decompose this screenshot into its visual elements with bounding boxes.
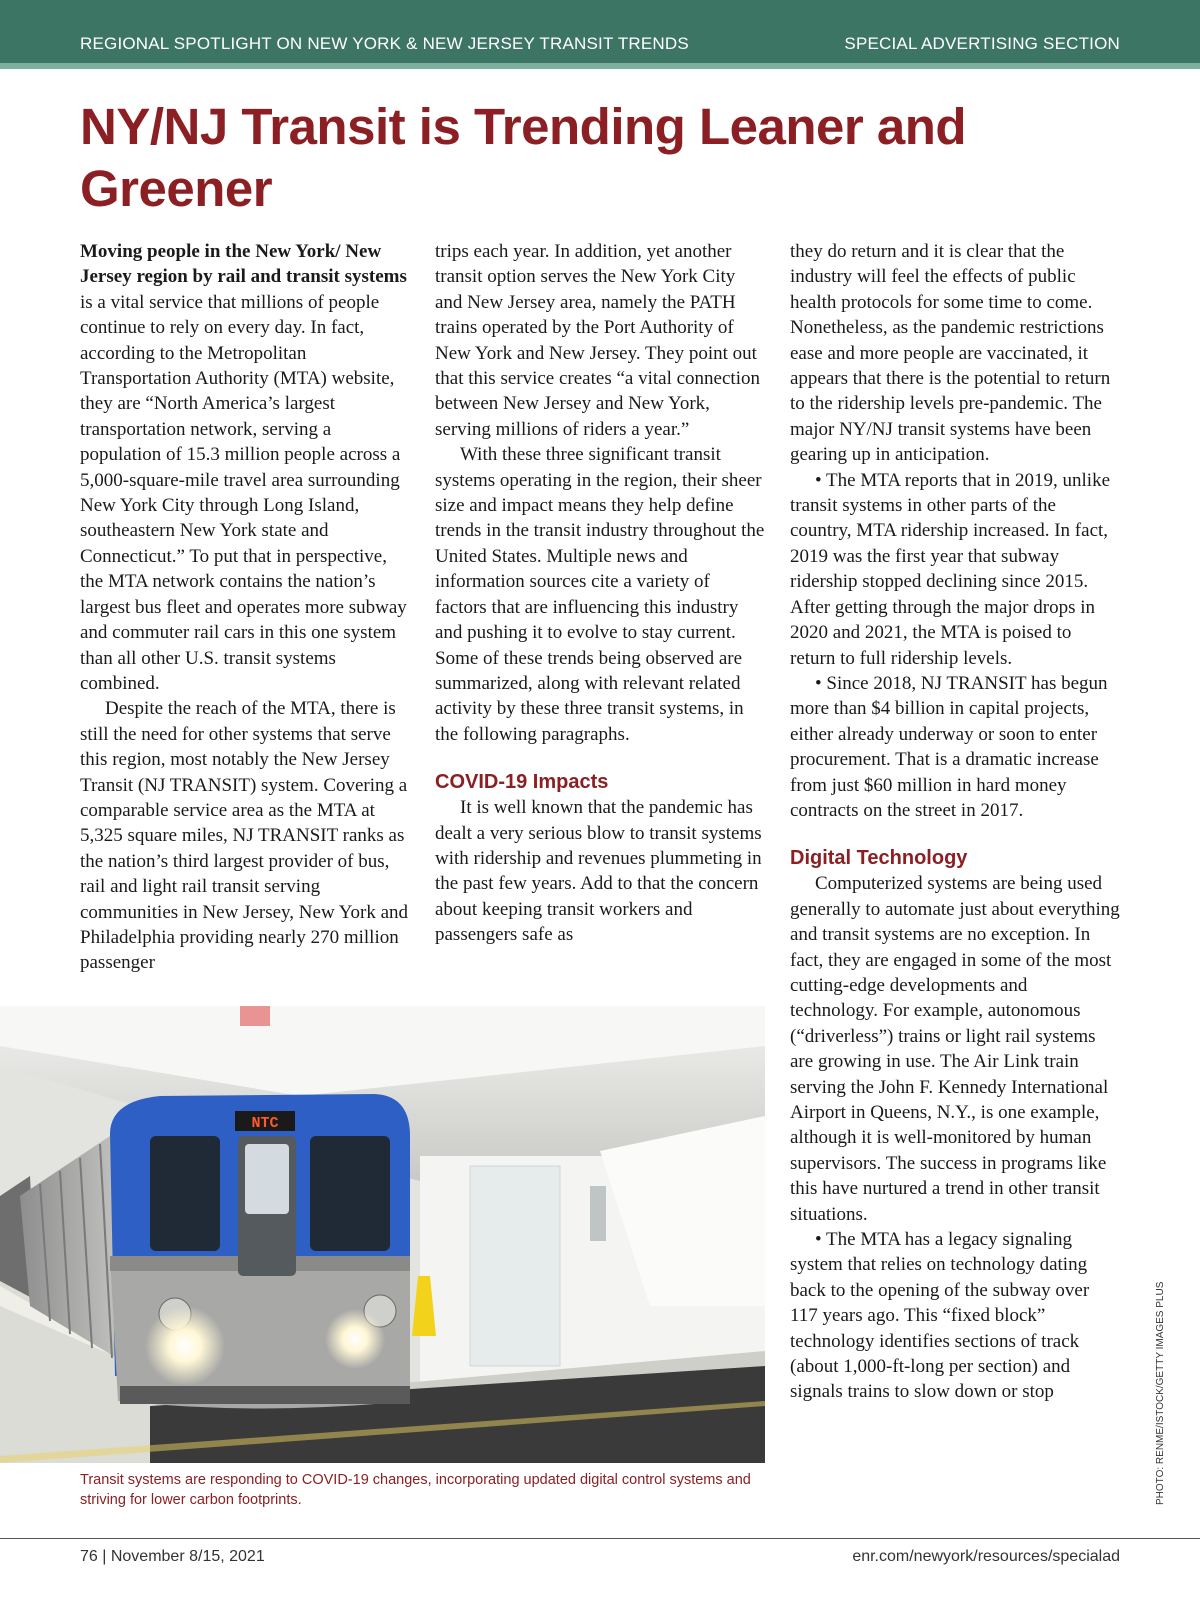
bullet-paragraph: • The MTA reports that in 2019, unlike transit systems in other parts of the country, MTA ridership increased. In fact, 2019 was the first year that subway ridership stopped declining since 2015. After getting through the major drops in 2020 and 2021, the MTA is poised to return to full ridership levels.	[790, 469, 1111, 669]
subhead-digital: Digital Technology	[790, 847, 968, 870]
header-stripe	[0, 63, 1200, 69]
paragraph: With these three significant transit systems operating in the region, their sheer size and impact means they help define trends in the transit industry throughout the United States. Multiple news and information sources cite a variety of factors that are influencing this industry and pushing it to evolve to stay current. Some of these trends being observed are summarized, along with relevant related activity by these three transit systems, in the following paragraphs.	[435, 444, 765, 745]
paragraph: It is well known that the pandemic has dealt a very serious blow to transit systems with ridership and revenues plummeting in the past few years. Add to that the concern about keeping transit workers and passengers safe as	[435, 797, 762, 946]
destination-sign: NTC	[251, 1115, 279, 1132]
subway-train-photo	[0, 1006, 765, 1463]
bullet-paragraph: • Since 2018, NJ TRANSIT has begun more than $4 billion in capital projects, either already underway or soon to enter procurement. That is a dramatic increase from just $60 million in hard money contracts on the street in 2017.	[790, 672, 1108, 821]
column-3	[790, 239, 1120, 1405]
lead-in: Moving people in the New York/ New Jersey region by rail and transit systems	[80, 241, 407, 288]
paragraph: trips each year. In addition, yet another transit option serves the New York City and New Jersey area, namely the PATH trains operated by the Port Authority of New York and New Jersey. They point out that this service creates “a vital connection between New Jersey and New York, serving millions of riders a year.”	[435, 241, 760, 440]
subhead-covid: COVID-19 Impacts	[435, 771, 609, 794]
page-folio: 76 | November 8/15, 2021	[80, 1548, 265, 1565]
advertising-label: SPECIAL ADVERTISING SECTION	[844, 34, 1120, 53]
column-1	[80, 239, 410, 976]
bullet-paragraph: • The MTA has a legacy signaling system that relies on technology dating back to the opening of the subway over 117 years ago. This “fixed block” technology identifies sections of track (about 1,000-ft-long per section) and signals trains to slow down or stop	[790, 1229, 1090, 1403]
paragraph: they do return and it is clear that the industry will feel the effects of public health protocols for some time to come. Nonetheless, as the pandemic restrictions ease and more people are vaccinated, it appears that there is the potential to return to the ridership levels pre-pandemic. The major NY/NJ transit systems have been gearing up in anticipation.	[790, 241, 1111, 466]
header-bar	[0, 0, 1200, 63]
photo-credit: PHOTO: RENME/ISTOCK/GETTY IMAGES PLUS	[1155, 1281, 1166, 1505]
article-title: NY/NJ Transit is Trending Leaner and Greener	[80, 98, 967, 217]
photo-caption: Transit systems are responding to COVID-19 changes, incorporating updated digital control systems and striving for lower carbon footprints.	[80, 1472, 751, 1508]
footer-url: enr.com/newyork/resources/specialad	[852, 1548, 1120, 1565]
section-label: REGIONAL SPOTLIGHT ON NEW YORK & NEW JERSEY TRANSIT TRENDS	[80, 34, 689, 53]
column-2	[435, 239, 765, 948]
paragraph: Computerized systems are being used generally to automate just about everything and transit systems are no exception. In fact, they are engaged in some of the most cutting-edge developments and technology. For example, autonomous (“driverless”) trains or light rail systems are growing in use. The Air Link train serving the John F. Kennedy International Airport in Queens, N.Y., is one example, although it is well-monitored by human supervisors. The success in programs like this have nurtured a trend in other transit situations.	[790, 873, 1120, 1225]
paragraph	[80, 239, 410, 696]
photo-illustration	[0, 1006, 765, 1463]
paragraph-text: is a vital service that millions of people continue to rely on every day. In fact, according to the Metropolitan Transportation Authority (MTA) website, they are “North America’s largest transportation network, serving a population of 15.3 million people across a 5,000-square-mile travel area surrounding New York City through Long Island, southeastern New York state and Connecticut.” To put that in perspective, the MTA network contains the nation’s largest bus fleet and operates more subway and commuter rail cars in this one system than all other U.S. transit systems combined.	[80, 291, 407, 694]
paragraph: Despite the reach of the MTA, there is still the need for other systems that serve this region, most notably the New Jersey Transit (NJ TRANSIT) system. Covering a comparable service area as the MTA at 5,325 square miles, NJ TRANSIT ranks as the nation’s third largest provider of bus, rail and light rail transit serving communities in New Jersey, New York and Philadelphia providing nearly 270 million passenger	[80, 698, 409, 974]
footer-rule	[0, 1538, 1200, 1539]
